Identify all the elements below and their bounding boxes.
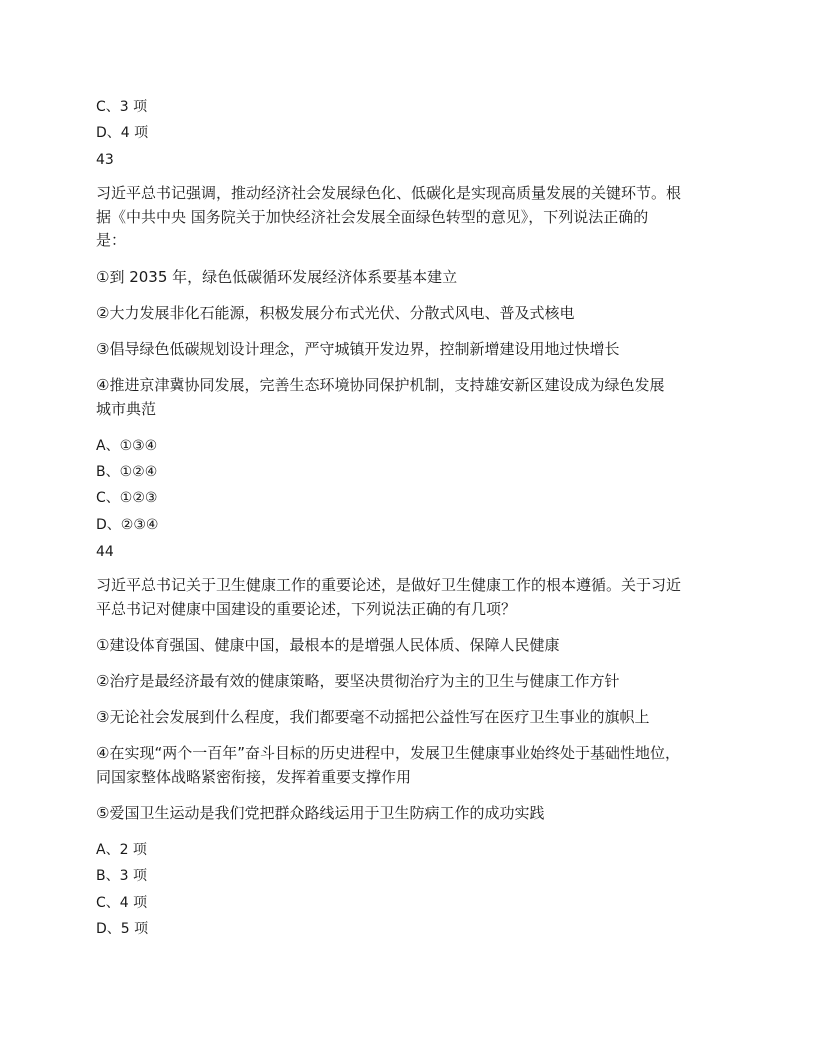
question-43-stem-line: 习近平总书记强调，推动经济社会发展绿色化、低碳化是实现高质量发展的关键环节。根 xyxy=(96,184,682,202)
option-a: A、2 项 xyxy=(96,842,147,858)
option-c: C、4 项 xyxy=(96,895,148,911)
question-44-stem-line: 习近平总书记关于卫生健康工作的重要论述，是做好卫生健康工作的根本遵循。关于习近 xyxy=(96,576,682,594)
option-c: C、3 项 xyxy=(96,99,148,115)
option-b: B、①②④ xyxy=(96,464,158,480)
option-d: D、②③④ xyxy=(96,517,159,533)
statement-item: ②治疗是最经济最有效的健康策略，要坚决贯彻治疗为主的卫生与健康工作方针 xyxy=(96,672,620,690)
statement-item: ④在实现“两个一百年”奋斗目标的历史进程中，发展卫生健康事业始终处于基础性地位， xyxy=(96,744,680,762)
question-number-43: 43 xyxy=(96,152,114,168)
statement-item: ①到 2035 年，绿色低碳循环发展经济体系要基本建立 xyxy=(96,268,458,286)
option-c: C、①②③ xyxy=(96,490,158,506)
option-d: D、5 项 xyxy=(96,921,149,937)
option-a: A、①③④ xyxy=(96,438,158,454)
statement-item: ③无论社会发展到什么程度，我们都要毫不动摇把公益性写在医疗卫生事业的旗帜上 xyxy=(96,708,650,726)
question-number-44: 44 xyxy=(96,544,114,560)
question-43-stem-line: 据《中共中央 国务院关于加快经济社会发展全面绿色转型的意见》，下列说法正确的 xyxy=(96,208,649,226)
statement-item: ②大力发展非化石能源，积极发展分布式光伏、分散式风电、普及式核电 xyxy=(96,304,575,322)
statement-item: ④推进京津冀协同发展，完善生态环境协同保护机制，支持雄安新区建设成为绿色发展 xyxy=(96,376,665,394)
statement-item: ③倡导绿色低碳规划设计理念，严守城镇开发边界，控制新增建设用地过快增长 xyxy=(96,340,620,358)
statement-item: ⑤爱国卫生运动是我们党把群众路线运用于卫生防病工作的成功实践 xyxy=(96,804,545,822)
option-b: B、3 项 xyxy=(96,868,147,884)
statement-item: 同国家整体战略紧密衔接，发挥着重要支撑作用 xyxy=(96,768,412,786)
option-d: D、4 项 xyxy=(96,125,149,141)
question-44-stem-line: 平总书记对健康中国建设的重要论述，下列说法正确的有几项？ xyxy=(96,600,517,618)
statement-item: ①建设体育强国、健康中国，最根本的是增强人民体质、保障人民健康 xyxy=(96,636,560,654)
statement-item: 城市典范 xyxy=(96,400,157,418)
question-43-stem-line: 是： xyxy=(96,231,127,249)
